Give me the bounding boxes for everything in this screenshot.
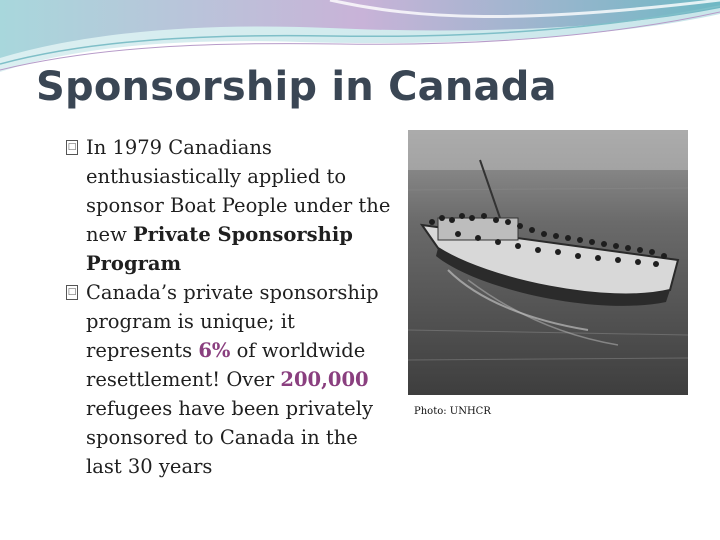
program-name: Private Sponsorship Program: [86, 223, 353, 275]
slide-body: [66, 133, 396, 481]
bullet-box-icon: □: [66, 140, 78, 155]
bullet2-text-end: refugees have been privately sponsored to Canada in the last 30 years: [86, 397, 373, 478]
bullet1-text: In 1979 Canadians enthusiastically applied to sponsor Boat People under the new: [86, 136, 391, 246]
bullet-item: [66, 133, 396, 278]
percent-highlight: 6%: [198, 339, 231, 362]
bullet2-text-start: Canada’s private sponsorship program is unique; it represents: [86, 281, 379, 362]
boat-people-photo: [408, 130, 688, 395]
slide-title: Sponsorship in Canada: [36, 64, 557, 110]
count-highlight: 200,000: [280, 368, 369, 391]
bullet-box-icon: □: [66, 285, 78, 300]
boat-photo-illustration: [408, 130, 688, 395]
photo-caption: Photo: UNHCR: [414, 406, 491, 417]
bullet-item: [66, 278, 396, 481]
bullet2-text-middle: of worldwide resettlement! Over: [86, 339, 366, 391]
